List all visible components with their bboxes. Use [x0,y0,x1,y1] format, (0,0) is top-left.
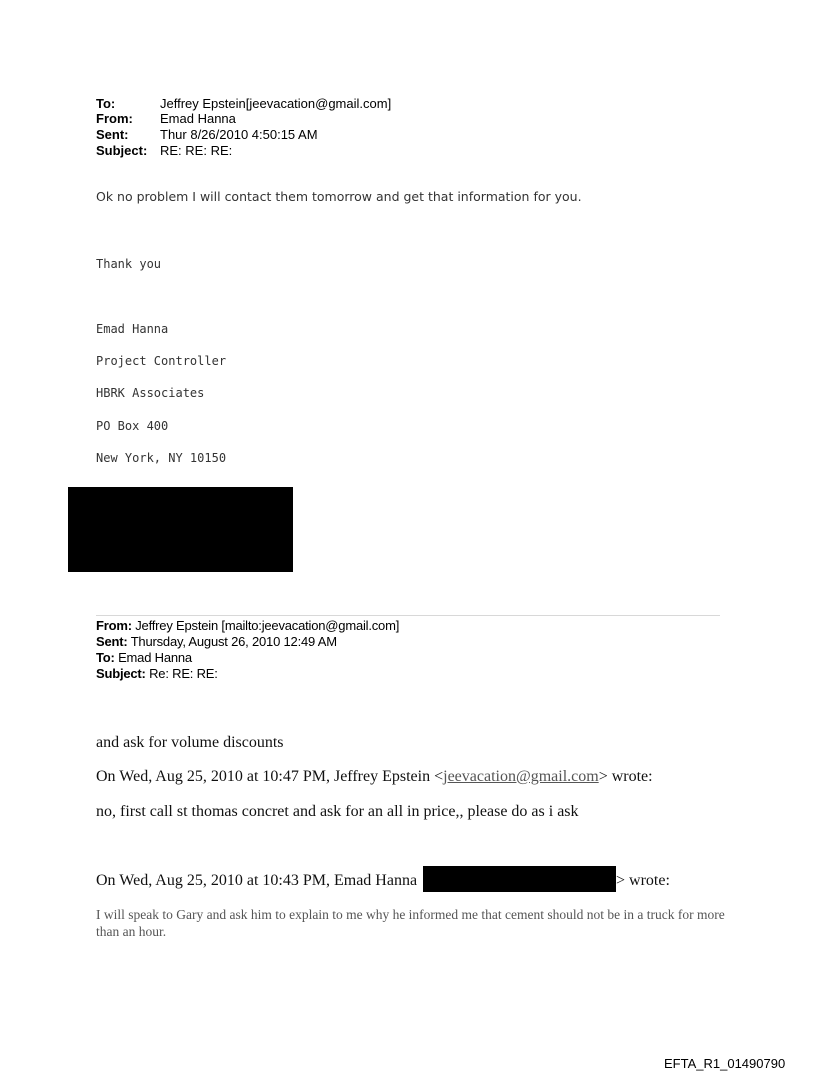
quoted-line-2-prefix: On Wed, Aug 25, 2010 at 10:47 PM, Jeffrey Epstein < [96,768,444,785]
redaction-email [423,866,616,892]
from-label: From: [96,111,133,126]
quoted-from-label: From: [96,618,132,633]
quoted-to-label: To: [96,650,115,665]
quoted-line-4-prefix: On Wed, Aug 25, 2010 at 10:43 PM, Emad Hanna [96,872,418,889]
email-link[interactable]: jeevacation@gmail.com [443,768,599,785]
signature-name: Emad Hanna [96,322,169,336]
document-id: EFTA_R1_01490790 [664,1056,786,1071]
quoted-line-2 [96,768,653,786]
quoted-subject-value: Re: RE: RE: [145,666,218,681]
signature-company: HBRK Associates [96,386,205,400]
quoted-line-5: I will speak to Gary and ask him to explain to me why he informed me that cement should not be in a truck for more than an hour. [96,907,725,939]
quoted-to-line [96,650,192,666]
signature-po-box: PO Box 400 [96,419,169,433]
sent-label: Sent: [96,127,129,142]
quoted-from-line [96,618,399,634]
to-value: Jeffrey Epstein[jeevacation@gmail.com] [160,96,392,111]
quoted-subject-line [96,666,218,682]
subject-value: RE: RE: RE: [160,143,233,158]
quoted-sent-value: Thursday, August 26, 2010 12:49 AM [127,634,337,649]
quoted-sent-line [96,634,337,650]
quoted-line-4-suffix: > wrote: [616,872,670,889]
quoted-divider [96,615,720,616]
subject-label: Subject: [96,143,148,158]
quoted-subject-label: Subject: [96,666,146,681]
quoted-sent-label: Sent: [96,634,128,649]
quoted-line-2-suffix: > wrote: [598,768,653,785]
quoted-line-3: no, first call st thomas concret and ask for an all in price,, please do as i ask [96,803,579,820]
from-value: Emad Hanna [160,111,236,126]
signature-city: New York, NY 10150 [96,451,227,465]
reply-thanks: Thank you [96,257,162,271]
signature-title: Project Controller [96,354,227,368]
quoted-to-value: Emad Hanna [114,650,192,665]
redaction-block [68,487,293,572]
sent-value: Thur 8/26/2010 4:50:15 AM [160,127,318,142]
reply-body: Ok no problem I will contact them tomorrow and get that information for you. [96,189,582,204]
quoted-line-1: and ask for volume discounts [96,734,284,751]
to-label: To: [96,96,116,111]
quoted-from-value: Jeffrey Epstein [mailto:jeevacation@gmail.com] [131,618,400,633]
